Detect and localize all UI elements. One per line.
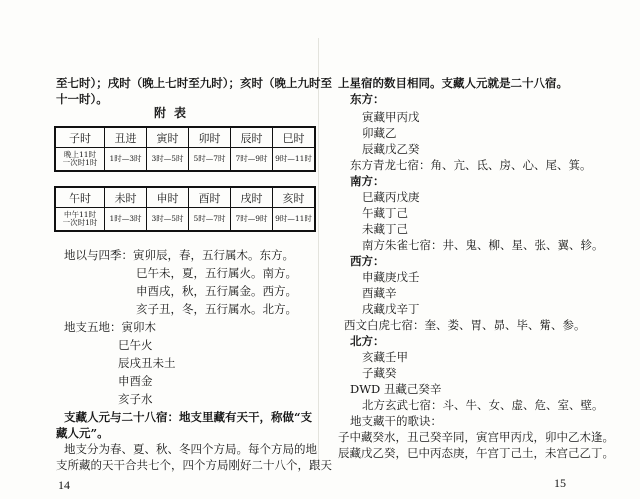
south-item: 午藏丁己: [362, 206, 408, 220]
five-earth-line: 地支五地：寅卯木: [64, 320, 156, 334]
east-item: 寅藏甲丙戊: [362, 110, 420, 124]
seasons-line: 申酉戌，秋，五行属金。西方。: [136, 284, 297, 298]
song-heading: 地支藏干的歌诀：: [350, 414, 442, 428]
table-header-row: [55, 127, 315, 148]
divide-line: 支所藏的天干合共七个，四个方局刚好二十八个，跟天: [56, 458, 332, 472]
south-item: 巳藏丙戊庚: [362, 190, 420, 204]
table-cell: 3时—5时: [147, 208, 189, 232]
table-cell: 9时—11时: [273, 208, 316, 232]
south-heading: 南方：: [350, 174, 385, 188]
table-cell: 9时—11时: [273, 148, 316, 172]
east-item: 卯藏乙: [362, 126, 397, 140]
song-line: 辰藏戊乙癸，巳中丙态庚，午宫丁己土，未宫己乙丁。: [338, 446, 614, 460]
table-header-cell: 寅时: [147, 127, 189, 148]
table-cell: 1时—3时: [105, 148, 147, 172]
north-heading: 北方：: [350, 334, 385, 348]
table-cell: 3时—5时: [147, 148, 189, 172]
south-summary: 南方朱雀七宿：井、鬼、柳、星、张、翼、轸。: [362, 238, 604, 252]
table-header-cell: 申时: [147, 187, 189, 208]
hidden-stems-line: 支藏人元与二十八宿：地支里藏有天干，称做“支: [64, 410, 313, 424]
table-row: [55, 148, 315, 172]
north-item: DWD 丑藏己癸辛: [350, 382, 442, 396]
table-header-cell: 巳时: [273, 127, 316, 148]
table-header-cell: 辰时: [231, 127, 273, 148]
table-header-cell: 戌时: [231, 187, 273, 208]
song-line: 子中藏癸水，丑己癸辛同，寅宫甲丙戊，卯中乙木逢。: [338, 430, 614, 444]
time-table-1: [54, 126, 316, 172]
north-summary: 北方玄武七宿：斗、牛、女、虚、危、室、壁。: [362, 398, 604, 412]
table-header-cell: 亥时: [273, 187, 316, 208]
table-header-cell: 子时: [55, 127, 105, 148]
appendix-title: 附表: [154, 106, 195, 120]
top-line: 上星宿的数目相同。支藏人元就是二十八宿。: [338, 76, 568, 90]
table-cell: 7时—9时: [231, 208, 273, 232]
hidden-stems-line: 藏人元”。: [56, 426, 109, 440]
page-number: 15: [554, 476, 566, 490]
time-table-2: [54, 186, 316, 232]
five-earth-line: 申酉金: [118, 374, 153, 388]
east-item: 辰藏戊乙癸: [362, 142, 420, 156]
west-item: 酉藏辛: [362, 286, 397, 300]
table-header-cell: 午时: [55, 187, 105, 208]
east-summary: 东方青龙七宿：角、亢、氐、房、心、尾、箕。: [350, 158, 592, 172]
table-header-cell: 未时: [105, 187, 147, 208]
east-heading: 东方：: [350, 92, 385, 106]
table-cell: 中午11时 一次时1时: [55, 208, 105, 232]
seasons-line: 巳午未，夏，五行属火。南方。: [136, 266, 297, 280]
five-earth-line: 巳午火: [118, 338, 153, 352]
table-row: [55, 208, 315, 232]
table-header-cell: 丑进: [105, 127, 147, 148]
west-item: 戌藏戊辛丁: [362, 302, 420, 316]
table-cell: 7时—9时: [231, 148, 273, 172]
seasons-line: 亥子丑，冬，五行属水。北方。: [136, 302, 297, 316]
table-cell: 5时—7时: [189, 148, 231, 172]
table-header-cell: 卯时: [189, 127, 231, 148]
west-summary: 西文白虎七宿：奎、娄、胃、昴、毕、觜、参。: [344, 318, 586, 332]
west-heading: 西方：: [350, 254, 385, 268]
south-item: 未藏丁己: [362, 222, 408, 236]
right-page: [320, 0, 640, 499]
table-cell: 晚上11时 一次时1时: [55, 148, 105, 172]
table-header-row: [55, 187, 315, 208]
west-item: 申藏庚戊壬: [362, 270, 420, 284]
intro-line-2: 十一时）。: [56, 92, 108, 106]
table-header-cell: 酉时: [189, 187, 231, 208]
table-cell: 5时—7时: [189, 208, 231, 232]
page-number: 14: [58, 478, 70, 492]
north-item: 亥藏壬甲: [362, 350, 408, 364]
five-earth-line: 亥子水: [118, 392, 153, 406]
divide-line: 地支分为春、夏、秋、冬四个方局。每个方局的地: [64, 442, 317, 456]
table-cell: 1时—3时: [105, 208, 147, 232]
north-item: 子藏癸: [362, 366, 397, 380]
five-earth-line: 辰戌丑未土: [118, 356, 176, 370]
seasons-line: 地以与四季：寅卯辰，春，五行属木。东方。: [64, 248, 294, 262]
intro-line-1: 至七时）；戌时（晚上七时至九时）；亥时（晚上九时至: [56, 76, 332, 90]
